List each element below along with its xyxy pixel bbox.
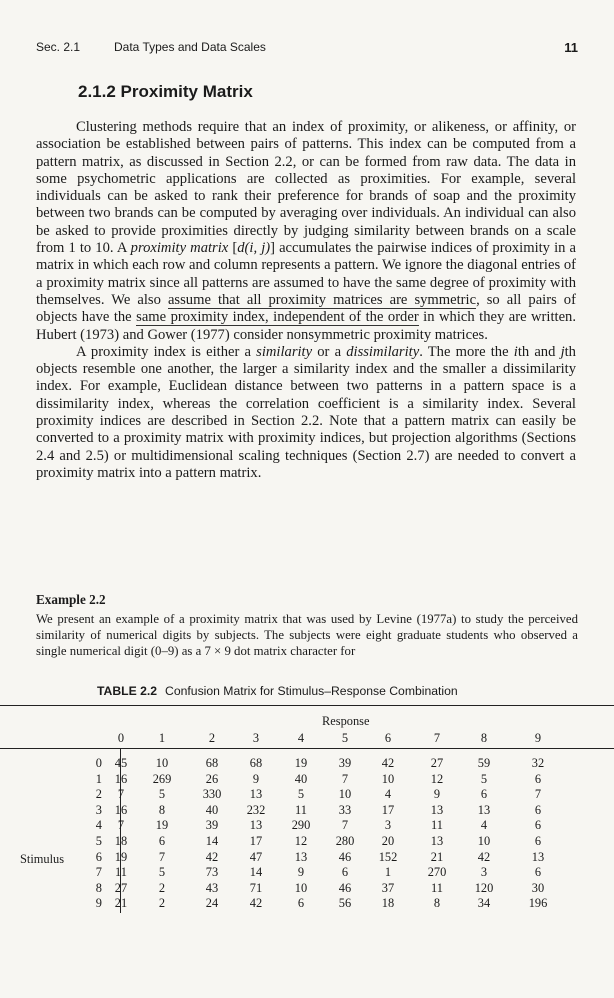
column-header: 3 [252, 731, 260, 745]
paragraph-2 [36, 344, 576, 482]
table-cell: 7 [534, 787, 542, 802]
table-cell: 6 [534, 771, 542, 786]
table-cell: 73 [205, 865, 219, 880]
table-cell: 6 [341, 865, 349, 880]
table-cell: 11 [431, 818, 443, 833]
table-cell: 1 [384, 865, 392, 880]
table-cell: 5 [158, 787, 166, 802]
table-cell: 24 [205, 896, 219, 911]
row-header: 4 [95, 818, 102, 833]
paragraph-1 [36, 119, 576, 344]
table-cell: 9 [252, 771, 260, 786]
table-cell: 11 [295, 802, 307, 817]
table-cell: 12 [294, 834, 308, 848]
table-cell: 270 [427, 865, 447, 880]
table-cell: 30 [531, 880, 545, 895]
table-cell: 16 [114, 771, 128, 786]
table-caption [97, 684, 458, 698]
table-cell: 9 [433, 787, 441, 802]
math-dij: d(i, j) [237, 240, 271, 257]
table-cell: 280 [335, 834, 355, 848]
column-header: 4 [297, 731, 305, 745]
table-cell: 40 [294, 771, 308, 786]
table-cell: 6 [534, 802, 542, 817]
p1-text-a: Clustering methods require that an index of proximity, or alikeness, or affinity, or association be established between pairs of patterns. This index can be computed from a pattern matrix, as discussed in Section 2.2, or can be formed from raw data. The data in some psychometric applications are collected as proximities. For example, several individuals can be asked to rank their preference for brands of soap and the proximity between two brands can be computed by averaging over individuals. An individual can also be asked to provide proximities directly by judging similarity between brands on a scale from 1 to 10. A [36, 119, 576, 257]
row-header: 3 [95, 802, 102, 817]
table-cell: 6 [534, 818, 542, 833]
math-i: i [513, 343, 518, 360]
table-cell: 10 [381, 771, 395, 786]
term-similarity: similarity [256, 343, 313, 360]
table-cell: 12 [430, 771, 444, 786]
table-cell: 232 [246, 802, 266, 817]
row-header: 5 [95, 834, 102, 848]
table-cell: 42 [249, 896, 263, 911]
table-cell: 17 [381, 802, 395, 817]
table-cell: 5 [480, 771, 488, 786]
underlined-phrase-2: same proximity index, independent of the order [136, 309, 419, 326]
table-cell: 14 [205, 834, 219, 848]
row-header: 2 [95, 787, 102, 802]
table-cell: 9 [297, 865, 305, 880]
running-head-section: Sec. 2.1 [36, 40, 81, 54]
table-cell: 8 [433, 896, 441, 911]
table-cell: 32 [531, 756, 545, 770]
row-header: 6 [95, 849, 102, 864]
underlined-phrase-1: assume that all proximity matrices are symmetric [167, 291, 477, 308]
table-cell: 330 [202, 787, 222, 802]
table-cell: 19 [294, 756, 308, 770]
table-cell: 39 [205, 818, 219, 833]
table-cell: 3 [480, 865, 488, 880]
table-cell: 3 [384, 818, 392, 833]
table-cell: 17 [249, 834, 263, 848]
running-head [36, 40, 578, 58]
row-header: 9 [95, 896, 102, 911]
column-header: 2 [208, 731, 216, 745]
table-cell: 21 [430, 849, 444, 864]
table-cell: 6 [158, 834, 166, 848]
table-cell: 42 [205, 849, 219, 864]
term-dissimilarity: dissimilarity [346, 343, 420, 360]
column-header: 5 [341, 731, 349, 745]
table-cell: 8 [158, 802, 166, 817]
p2-text-c: . The more the [419, 343, 514, 360]
table-cell: 10 [338, 787, 352, 802]
running-head-title: Data Types and Data Scales [114, 40, 266, 54]
table-cell: 13 [430, 834, 444, 848]
table-number: TABLE 2.2 [97, 684, 158, 698]
table-cell: 10 [294, 880, 308, 895]
table-cell: 40 [205, 802, 219, 817]
table-cell: 42 [381, 756, 395, 770]
table-cell: 39 [338, 756, 352, 770]
table-cell: 19 [114, 849, 128, 864]
example-label: Example 2.2 [36, 592, 106, 607]
table-cell: 7 [341, 771, 349, 786]
math-j: j [560, 343, 565, 360]
confusion-matrix-table [0, 705, 614, 920]
table-cell: 18 [114, 834, 128, 848]
table-cell: 34 [477, 896, 491, 911]
row-header: 0 [95, 756, 102, 770]
table-cell: 10 [477, 834, 491, 848]
page-number: 11 [564, 40, 578, 55]
p2-text-d: th and [517, 343, 561, 360]
table-cell: 27 [430, 756, 444, 770]
table-cell: 10 [155, 756, 169, 770]
table-cell: 13 [430, 802, 444, 817]
table-cell: 7 [117, 787, 125, 802]
table-cell: 2 [158, 880, 166, 895]
table-cell: 59 [477, 756, 491, 770]
p1-text-c: ] accumulates the pairwise indices of proximity in a matrix in which each row and column represents a pattern. We ignore the diagonal entries of a proximity matrix since all patterns are assumed to have the same degree of proximity with themselves. We also [36, 240, 577, 308]
table-cell: 6 [297, 896, 305, 911]
table-cell: 7 [341, 818, 349, 833]
table-cell: 196 [528, 896, 548, 911]
p1-text-e: , so all pairs of objects have the [36, 291, 576, 326]
column-header: 6 [384, 731, 392, 745]
table-cell: 43 [205, 880, 219, 895]
table-cell: 20 [381, 834, 395, 848]
section-heading: 2.1.2 Proximity Matrix [78, 82, 253, 101]
table-cell: 2 [158, 896, 166, 911]
table-cell: 16 [114, 802, 128, 817]
table-cell: 5 [158, 865, 166, 880]
table-cell: 68 [249, 756, 263, 770]
table-cell: 6 [534, 865, 542, 880]
table-cell: 7 [117, 818, 125, 833]
row-header: 8 [95, 880, 102, 895]
table-cell: 21 [114, 896, 128, 911]
table-cell: 7 [158, 849, 166, 864]
table-cell: 6 [534, 834, 542, 848]
column-header: 0 [117, 731, 125, 745]
table-cell: 45 [114, 756, 128, 770]
row-header: 1 [95, 771, 102, 786]
column-header: 7 [433, 731, 441, 745]
table-cell: 37 [381, 880, 395, 895]
table-cell: 11 [115, 865, 127, 880]
p2-text-e: th objects resemble one another, the larger a similarity index and the smaller a dissimilarity index. For example, Euclidean distance between two patterns in a pattern space is a dissimilarity index, whereas the correlation coefficient is a similarity index. Several proximity indices are described in Section 2.2. Note that a pattern matrix can easily be converted to a proximity matrix with proximity indices, but projection algorithms (Sections 2.4 and 2.5) or multidimensional scaling techniques (Section 2.7) are needed to convert a proximity matrix into a pattern matrix. [36, 343, 576, 481]
table-cell: 18 [381, 896, 395, 911]
table-cell: 4 [384, 787, 392, 802]
table-cell: 71 [249, 880, 263, 895]
table-cell: 6 [480, 787, 488, 802]
table-cell: 19 [155, 818, 169, 833]
table-cell: 14 [249, 865, 263, 880]
response-label: Response [322, 714, 370, 728]
table-cell: 13 [531, 849, 545, 864]
table-cell: 5 [297, 787, 305, 802]
term-proximity-matrix: proximity matrix [130, 240, 229, 257]
table-cell: 26 [205, 771, 219, 786]
table-cell: 120 [474, 880, 494, 895]
p1-text-b: [ [228, 240, 238, 257]
table-cell: 46 [338, 880, 352, 895]
table-cell: 13 [249, 787, 263, 802]
table-cell: 47 [249, 849, 263, 864]
column-header: 9 [534, 731, 542, 745]
table-cell: 4 [480, 818, 488, 833]
column-header: 8 [480, 731, 488, 745]
table-cell: 290 [291, 818, 311, 833]
column-header: 1 [158, 731, 166, 745]
row-header: 7 [95, 865, 102, 880]
table-title: Confusion Matrix for Stimulus–Response Combination [165, 684, 458, 698]
table-cell: 13 [249, 818, 263, 833]
table-cell: 11 [431, 880, 443, 895]
table-cell: 152 [378, 849, 398, 864]
p2-text-a: A proximity index is either a [76, 343, 257, 360]
table-cell: 56 [338, 896, 352, 911]
stimulus-label: Stimulus [20, 852, 65, 866]
table-cell: 33 [338, 802, 352, 817]
body-text [36, 119, 576, 482]
p1-text-f: in which they are written. Hubert (1973) and Gower (1977) consider nonsymmetric proximity matrices. [36, 309, 577, 343]
table-cell: 13 [294, 849, 308, 864]
table-cell: 46 [338, 849, 352, 864]
p2-text-b: or a [312, 343, 347, 360]
table-cell: 13 [477, 802, 491, 817]
table-cell: 27 [114, 880, 128, 895]
table-cell: 68 [205, 756, 219, 770]
example-text: We present an example of a proximity matrix that was used by Levine (1977a) to study the perceived similarity of numerical digits by subjects. The subjects were eight graduate students who observed a single numerical digit (0–9) as a 7 × 9 dot matrix character for [36, 612, 578, 658]
table-cell: 269 [152, 771, 172, 786]
table-cell: 42 [477, 849, 491, 864]
